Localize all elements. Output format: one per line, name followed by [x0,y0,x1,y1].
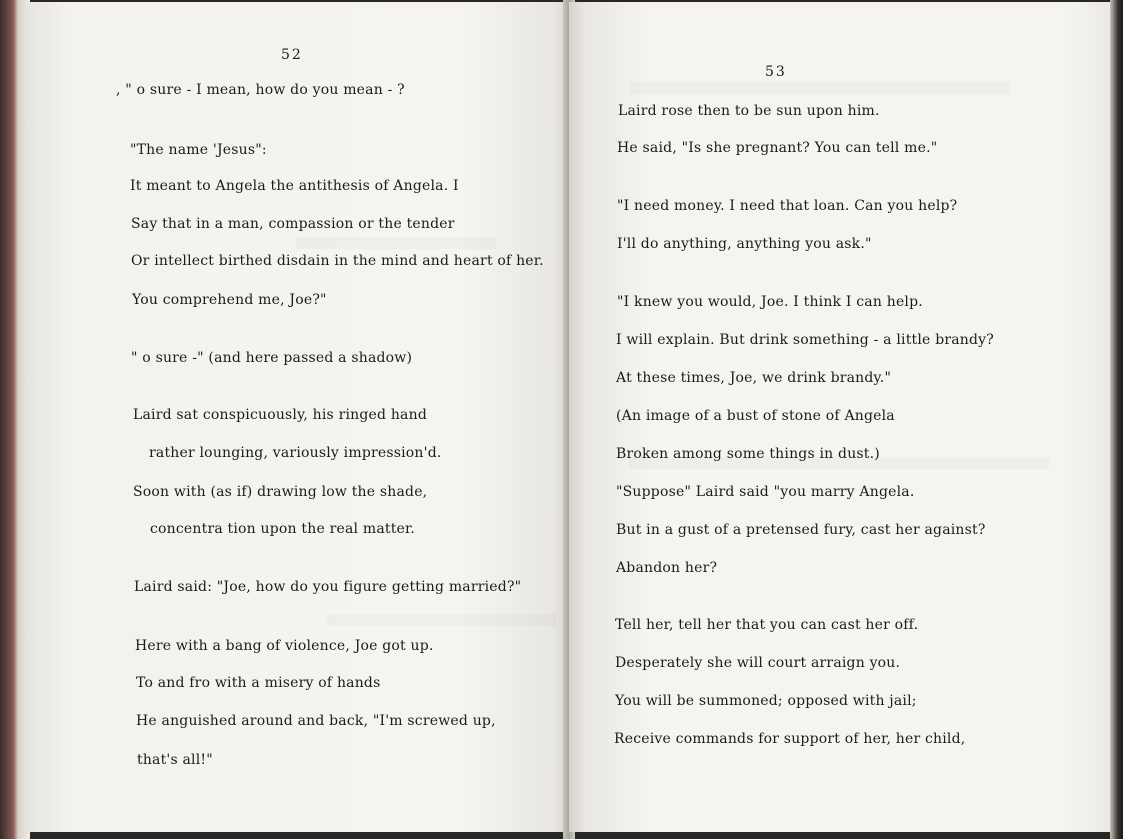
text-line: (An image of a bust of stone of Angela [616,408,895,424]
text-line: "I knew you would, Joe. I think I can help. [617,294,923,310]
bleed-through-mark [326,614,556,626]
text-line: To and fro with a misery of hands [136,675,381,691]
text-line: Soon with (as if) drawing low the shade, [133,484,428,500]
text-line: At these times, Joe, we drink brandy." [616,370,892,386]
text-line: Laird sat conspicuously, his ringed hand [133,407,427,423]
text-line: Tell her, tell her that you can cast her off. [615,617,919,633]
text-line: rather lounging, variously impression'd. [149,445,442,461]
text-line: I'll do anything, anything you ask." [617,236,872,252]
bleed-through-mark [296,237,496,249]
text-line: You comprehend me, Joe?" [132,292,327,308]
text-line: Here with a bang of violence, Joe got up. [135,638,434,654]
text-line: Say that in a man, compassion or the tender [131,216,455,232]
text-line: Abandon her? [616,560,718,576]
text-line: But in a gust of a pretensed fury, cast her against? [616,522,986,538]
right-page [569,2,1110,832]
text-line: He anguished around and back, "I'm screwed up, [136,713,496,729]
text-line: It meant to Angela the antithesis of Angela. I [130,178,459,194]
text-line: that's all!" [137,752,213,768]
text-line: He said, "Is she pregnant? You can tell me." [617,140,938,156]
text-line: I will explain. But drink something - a little brandy? [616,332,994,348]
text-line: Broken among some things in dust.) [616,446,880,462]
bleed-through-mark [629,82,1009,94]
book-edge-right [1110,0,1123,839]
page-number: 53 [765,64,787,80]
text-line: "Suppose" Laird said "you marry Angela. [616,484,915,500]
text-line: " o sure -" (and here passed a shadow) [131,350,413,366]
text-line: Laird rose then to be sun upon him. [618,103,880,119]
text-line: Or intellect birthed disdain in the mind and heart of her. [131,253,544,269]
text-line: , " o sure - I mean, how do you mean - ? [116,82,405,98]
left-page [26,2,569,832]
page-number: 52 [281,47,303,63]
text-line: "The name 'Jesus": [130,142,267,158]
text-line: concentra tion upon the real matter. [150,521,416,537]
text-line: You will be summoned; opposed with jail; [615,693,917,709]
text-line: "I need money. I need that loan. Can you help? [617,198,958,214]
text-line: Receive commands for support of her, her child, [614,731,966,747]
text-line: Desperately she will court arraign you. [615,655,901,671]
text-line: Laird said: "Joe, how do you figure getting married?" [134,579,522,595]
